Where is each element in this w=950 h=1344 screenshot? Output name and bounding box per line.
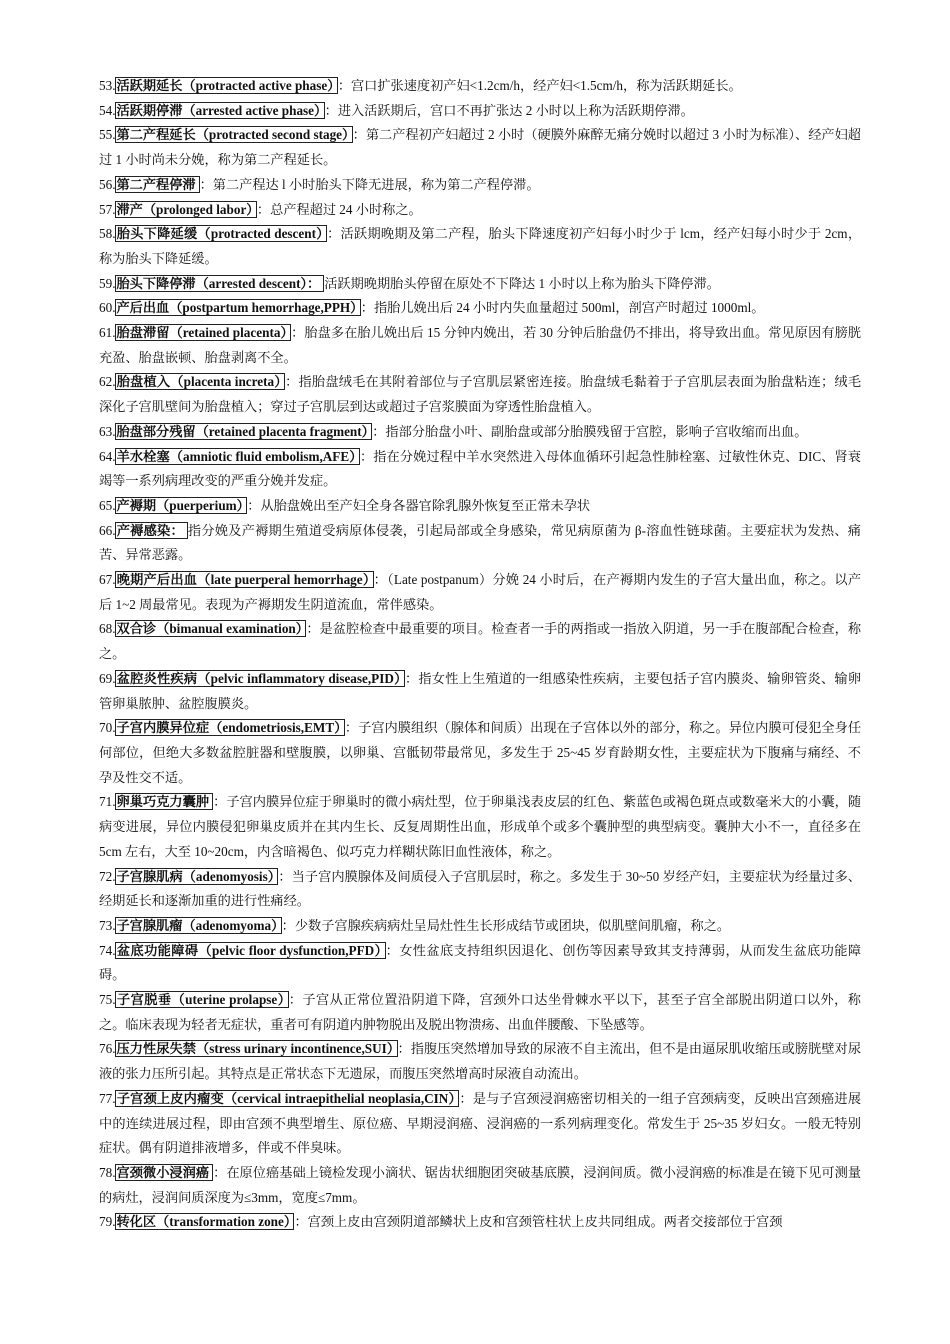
entry-separator: ： — [247, 497, 261, 513]
entry-number: 62. — [99, 374, 116, 390]
entry-separator: ： — [404, 670, 419, 686]
entry-definition: 指胎儿娩出后 24 小时内失血量超过 500ml，剖宫产时超过 1000ml。 — [373, 300, 765, 316]
glossary-entry — [99, 1037, 861, 1086]
entry-term: 子宫腺肌病（adenomyosis） — [115, 868, 278, 885]
entry-separator: ： — [324, 102, 338, 118]
entry-separator: ： — [459, 1090, 473, 1106]
entry-number: 61. — [99, 325, 116, 341]
entry-definition: 总产程超过 24 小时称之。 — [270, 201, 422, 217]
entry-definition: 指在分娩过程中羊水突然进入母体血循环引起急性肺栓塞、过敏性休克、DIC、肾衰竭等一系列病理改变的严重分娩并发症。 — [99, 448, 861, 489]
entry-term: 双合诊（bimanual examination） — [115, 620, 306, 637]
glossary-entry — [99, 198, 861, 223]
entry-number: 67. — [99, 572, 116, 588]
glossary-entry — [99, 123, 861, 172]
entry-definition: 第二产程初产妇超过 2 小时（硬膜外麻醉无痛分娩时以超过 3 小时为标准）、经产妇超过 1 小时尚未分娩，称为第二产程延长。 — [99, 127, 861, 168]
glossary-entry — [99, 568, 861, 617]
entry-separator: ： — [213, 794, 227, 810]
entry-number: 57. — [99, 201, 116, 217]
glossary-entry — [99, 74, 861, 99]
entry-definition: 指分娩及产褥期生殖道受病原体侵袭，引起局部或全身感染，常见病原菌为 β-溶血性链球菌。主要症状为发热、痛苦、异常恶露。 — [99, 522, 861, 563]
glossary-entry — [99, 296, 861, 321]
glossary-entry — [99, 617, 861, 666]
glossary-entry — [99, 716, 861, 790]
entry-term: 子宫内膜异位症（endometriosis,EMT） — [115, 719, 344, 736]
entry-number: 56. — [99, 176, 116, 192]
entry-separator: ： — [256, 201, 271, 217]
entry-term: 晚期产后出血（late puerperal hemorrhage） — [115, 571, 373, 588]
entry-term: 子宫腺肌瘤（adenomyoma） — [115, 917, 281, 934]
entry-definition: 在原位癌基础上镜检发现小滴状、锯齿状细胞团突破基底膜，浸润间质。微小浸润癌的标准是在镜下见可测量的病灶，浸润间质深度为≤3mm，宽度≤7mm。 — [99, 1164, 862, 1205]
entry-term: 产褥期（puerperium） — [115, 497, 247, 514]
entry-term: 第二产程停滞 — [115, 176, 199, 193]
entry-term: 子宫颈上皮内瘤变（cervical intraepithelial neoplasia,CIN） — [115, 1090, 459, 1107]
glossary-entry — [99, 420, 861, 445]
glossary-entry — [99, 914, 861, 939]
entry-term: 宫颈微小浸润癌 — [115, 1164, 213, 1181]
entry-separator: ： — [285, 374, 299, 390]
entry-number: 54. — [99, 102, 116, 118]
entry-term: 卵巢巧克力囊肿 — [115, 793, 213, 810]
entry-definition: 从胎盘娩出至产妇全身各器官除乳腺外恢复至正常未孕状 — [260, 497, 591, 513]
glossary-entry — [99, 519, 861, 568]
entry-number: 71. — [99, 794, 116, 810]
glossary-entry — [99, 865, 861, 914]
entry-separator: ： — [281, 917, 295, 933]
entry-number: 72. — [99, 868, 116, 884]
entry-definition: 女性盆底支持组织因退化、创伤等因素导致其支持薄弱，从而发生盆底功能障碍。 — [99, 942, 862, 983]
glossary-entry — [99, 173, 861, 198]
entry-definition: 是与子宫颈浸润癌密切相关的一组子宫颈病变，反映出宫颈癌进展中的连续进展过程，即由宫颈不典型增生、原位癌、早期浸润癌、浸润癌的一系列病理变化。常发生于 25~35 岁妇女。一般无特别症状。偶有阴道排液增多，伴或不伴臭味。 — [99, 1090, 862, 1156]
entry-number: 59. — [99, 275, 116, 291]
glossary-entry — [99, 667, 861, 716]
entry-separator: ： — [360, 300, 374, 316]
entry-definition: 活跃期晚期及第二产程，胎头下降速度初产妇每小时少于 lcm，经产妇每小时少于 2cm，称为胎头下降延缓。 — [99, 226, 862, 266]
glossary-entry — [99, 99, 861, 124]
entry-number: 55. — [99, 127, 116, 143]
entry-number: 66. — [99, 522, 116, 538]
entry-number: 78. — [99, 1164, 116, 1180]
entry-term: 胎头下降停滞（arrested descent）： — [115, 275, 324, 292]
entry-separator: ： — [352, 127, 366, 143]
entry-separator: ： — [213, 1164, 227, 1180]
entry-number: 53. — [99, 78, 116, 93]
entry-definition: 宫口扩张速度初产妇<1.2cm/h，经产妇<1.5cm/h，称为活跃期延长。 — [351, 78, 742, 93]
entry-definition: 活跃期晚期胎头停留在原处不下降达 1 小时以上称为胎头下降停滞。 — [324, 275, 720, 291]
entry-number: 69. — [99, 670, 116, 686]
entry-term: 第二产程延长（protracted second stage） — [115, 126, 352, 143]
entry-definition: 指女性上生殖道的一组感染性疾病，主要包括子宫内膜炎、输卵管炎、输卵管卵巢脓肿、盆腔腹膜炎。 — [99, 670, 862, 711]
entry-term: 压力性尿失禁（stress urinary incontinence,SUI） — [115, 1040, 397, 1057]
glossary-entry — [99, 272, 861, 297]
entry-term: 产后出血（postpartum hemorrhage,PPH） — [115, 299, 360, 316]
entry-number: 75. — [99, 992, 116, 1008]
entry-definition: 少数子宫腺疾病病灶呈局灶性生长形成结节或团块，似肌壁间肌瘤，称之。 — [294, 917, 731, 933]
entry-definition: 指部分胎盘小叶、副胎盘或部分胎膜残留于宫腔，影响子宫收缩而出血。 — [385, 423, 808, 439]
glossary-entry — [99, 939, 861, 988]
glossary-entry — [99, 1161, 861, 1210]
entry-number: 77. — [99, 1090, 116, 1106]
entry-separator: ： — [288, 992, 303, 1008]
entry-definition: 当子宫内膜腺体及间质侵入子宫肌层时，称之。多发生于 30~50 岁经产妇，主要症状为经量过多、经期延长和逐渐加重的进行性痛经。 — [99, 868, 861, 909]
entry-number: 74. — [99, 942, 116, 958]
glossary-entry — [99, 1087, 861, 1161]
glossary-entry — [99, 222, 861, 271]
entry-number: 73. — [99, 917, 116, 933]
entry-definition: 子宫内膜组织（腺体和间质）出现在子宫体以外的部分，称之。异位内膜可侵犯全身任何部位，但绝大多数盆腔脏器和壁腹膜，以卵巢、宫骶韧带最常见，多发生于 25~45 岁育龄期女性，主要症状为下腹痛与痛经、不孕及性交不适。 — [99, 720, 862, 785]
glossary-entry — [99, 790, 861, 864]
entry-number: 65. — [99, 497, 116, 513]
entry-term: 产褥感染： — [115, 522, 187, 539]
entry-separator: ： — [337, 78, 351, 93]
entry-definition: 指腹压突然增加导致的尿液不自主流出，但不是由逼尿肌收缩压或膀胱壁对尿液的张力压所引起。其特点是正常状态下无遗尿，而腹压突然增高时尿液自动流出。 — [99, 1041, 862, 1082]
entry-definition: 进入活跃期后，宫口不再扩张达 2 小时以上称为活跃期停滞。 — [337, 102, 694, 118]
entry-term: 子宫脱垂（uterine prolapse） — [115, 991, 288, 1008]
entry-separator: ： — [397, 1041, 411, 1057]
entry-term: 滞产（prolonged labor） — [115, 201, 256, 218]
entry-term: 胎盘植入（placenta increta） — [115, 373, 285, 390]
entry-definition: 宫颈上皮由宫颈阴道部鳞状上皮和宫颈管柱状上皮共同组成。两者交接部位于宫颈 — [307, 1214, 783, 1230]
entry-term: 羊水栓塞（amniotic fluid embolism,AFE） — [115, 448, 359, 465]
entry-separator: ： — [373, 572, 388, 588]
glossary-entry — [99, 370, 861, 419]
entry-definition: 第二产程达 l 小时胎头下降无进展，称为第二产程停滞。 — [212, 176, 540, 192]
entry-definition: 是盆腔检查中最重要的项目。检查者一手的两指或一指放入阴道，另一手在腹部配合检查，称之。 — [99, 621, 862, 662]
entry-separator: ： — [291, 325, 305, 341]
entry-number: 64. — [99, 448, 116, 464]
entry-separator: ： — [344, 720, 359, 736]
entry-number: 76. — [99, 1041, 116, 1057]
glossary-entry — [99, 494, 861, 519]
glossary-entry — [99, 1210, 861, 1235]
entry-definition: 子宫内膜异位症于卵巢时的微小病灶型，位于卵巢浅表皮层的红色、紫蓝色或褐色斑点或数毫米大的小囊，随病变进展，异位内膜侵犯卵巢皮质并在其内生长、反复周期性出血，形成单个或多个囊肿型的典型病变。囊肿大小不一，直径多在 5cm 左右，大至 10~20cm，内含暗褐色、似巧克力样糊状陈旧血性液体，称之。 — [99, 794, 862, 859]
entry-term: 盆腔炎性疾病（pelvic inflammatory disease,PID） — [115, 670, 404, 687]
entry-number: 58. — [99, 226, 116, 242]
entry-separator: ： — [385, 942, 400, 958]
entry-separator: ： — [199, 176, 213, 192]
glossary-entry — [99, 321, 861, 370]
glossary-entry — [99, 988, 861, 1037]
entry-term: 胎盘部分残留（retained placenta fragment） — [115, 423, 372, 440]
entry-separator: ： — [372, 423, 386, 439]
entry-separator: ： — [278, 868, 292, 884]
entry-number: 68. — [99, 621, 116, 637]
entry-separator: ： — [294, 1214, 308, 1230]
entry-term: 活跃期延长（protracted active phase） — [115, 77, 337, 94]
entry-number: 60. — [99, 300, 116, 316]
entry-term: 活跃期停滞（arrested active phase） — [115, 102, 324, 119]
entry-term: 胎盘滞留（retained placenta） — [115, 324, 291, 341]
entry-term: 胎头下降延缓（protracted descent） — [115, 225, 327, 242]
entry-number: 70. — [99, 720, 116, 736]
entry-definition: （Late postpanum）分娩 24 小时后，在产褥期内发生的子宫大量出血，称之。以产后 1~2 周最常见。表现为产褥期发生阴道流血，常伴感染。 — [99, 572, 862, 612]
entry-term: 盆底功能障碍（pelvic floor dysfunction,PFD） — [115, 942, 385, 959]
entry-number: 63. — [99, 423, 116, 439]
entry-term: 转化区（transformation zone） — [115, 1213, 294, 1230]
entry-separator: ： — [327, 226, 341, 242]
entry-definition: 指胎盘绒毛在其附着部位与子宫肌层紧密连接。胎盘绒毛黏着于子宫肌层表面为胎盘粘连；绒毛深化子宫肌壁间为胎盘植入；穿过子宫肌层到达或超过子宫浆膜面为穿透性胎盘植入。 — [99, 374, 862, 415]
entry-separator: ： — [359, 448, 374, 464]
entry-definition: 子宫从正常位置沿阴道下降，宫颈外口达坐骨棘水平以下，甚至子宫全部脱出阴道口以外，称之。临床表现为轻者无症状，重者可有阴道内肿物脱出及脱出物溃疡、出血伴腰酸、下坠感等。 — [99, 992, 861, 1032]
entry-number: 79. — [99, 1214, 116, 1230]
entry-definition: 胎盘多在胎儿娩出后 15 分钟内娩出，若 30 分钟后胎盘仍不排出，将导致出血。常见原因有膀胱充盈、胎盘嵌顿、胎盘剥离不全。 — [99, 325, 862, 365]
glossary-list — [99, 74, 861, 1235]
glossary-entry — [99, 445, 861, 494]
entry-separator: ： — [306, 621, 320, 637]
